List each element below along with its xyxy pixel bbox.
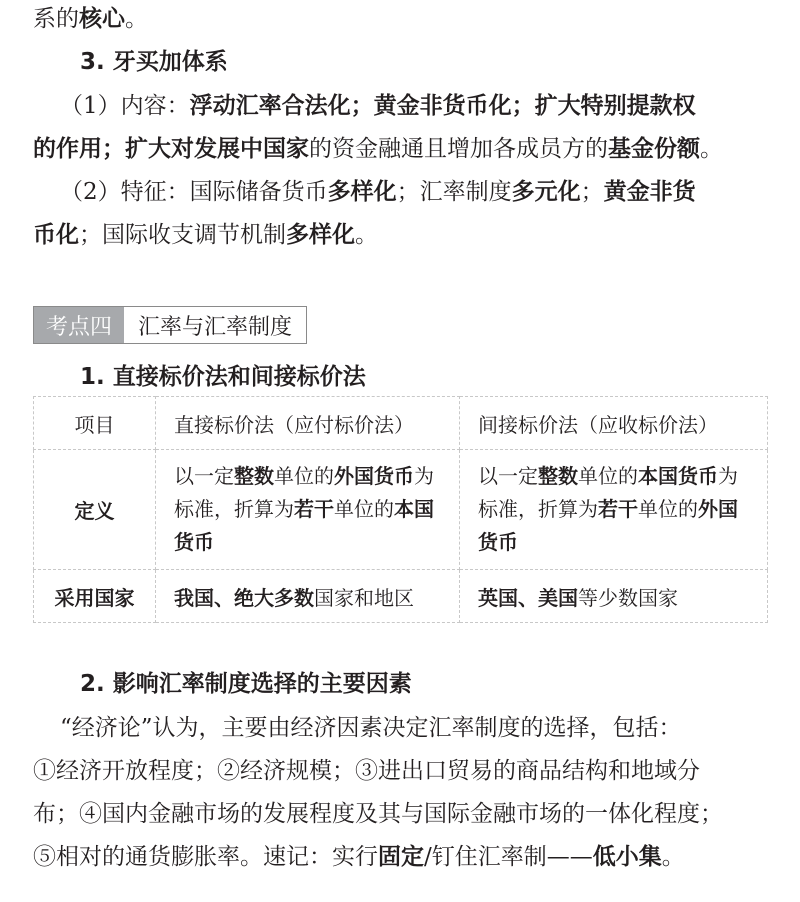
text: 单位的 [334, 497, 394, 521]
emphasis-text: 我国、绝大多数 [174, 585, 314, 610]
text: 为标准，折算为 [174, 464, 434, 521]
emphasis-text: 外国货币 [334, 464, 414, 488]
emphasis-text: 本国货币 [638, 464, 718, 488]
emphasis-text: 固定 [378, 844, 424, 870]
text: 。 [125, 6, 148, 32]
paragraph-continuation [33, 8, 148, 31]
emphasis-text: 币化 [33, 222, 79, 248]
cell-direct-definition [156, 450, 460, 570]
emphasis-text: 整数 [234, 464, 274, 488]
factors-line-4 [33, 846, 685, 869]
topic-banner [33, 306, 307, 344]
text: 以一定 [478, 464, 538, 488]
text: ；国际收支调节机制 [79, 222, 286, 248]
emphasis-text: 若干 [598, 497, 638, 521]
column-header-direct: 直接标价法（应付标价法） [156, 397, 460, 450]
emphasis-text: 若干 [294, 497, 334, 521]
topic-tag: 考点四 [34, 307, 124, 343]
column-header-item: 项目 [34, 397, 156, 450]
emphasis-text: 外国货币 [478, 497, 738, 554]
table-header-row [34, 397, 768, 450]
text: 为标准，折算为 [478, 464, 738, 521]
cell-indirect-countries [460, 570, 768, 623]
topic-title: 汇率与汇率制度 [124, 307, 306, 343]
row-label-countries: 采用国家 [34, 570, 156, 623]
factors-line-3: 布；④国内金融市场的发展程度及其与国际金融市场的一体化程度； [33, 801, 723, 827]
cell-indirect-definition [460, 450, 768, 570]
content-line-2 [33, 138, 723, 161]
emphasis-text: 多样化 [327, 179, 397, 205]
emphasis-text: 本国货币 [174, 497, 434, 554]
emphasis-text: 英国、美国 [478, 585, 578, 610]
feature-line-2 [33, 224, 378, 247]
emphasis-text: 多元化 [511, 179, 581, 205]
row-label-definition: 定义 [34, 450, 156, 570]
text: /钉住汇率制—— [424, 844, 593, 870]
text: 单位的 [274, 464, 334, 488]
emphasis-text: 多样化 [286, 222, 355, 248]
emphasis-text: 基金份额 [608, 136, 700, 162]
section-heading-influencing-factors: 2. 影响汇率制度选择的主要因素 [80, 671, 412, 697]
text: 国家和地区 [314, 585, 414, 610]
cell-direct-countries [156, 570, 460, 623]
text: 的资金融通且增加各成员方的 [309, 136, 608, 162]
feature-line-1 [60, 181, 696, 204]
emphasis-text: 浮动汇率合法化；黄金非货币化；扩大特别提款权 [189, 93, 696, 119]
text: 以一定 [174, 464, 234, 488]
text: ；汇率制度 [396, 179, 512, 205]
emphasis-text: 黄金非货 [603, 179, 696, 205]
text: 。 [355, 222, 378, 248]
text: 。 [661, 844, 685, 870]
table-row-definition [34, 450, 768, 570]
text: 等少数国家 [578, 585, 678, 610]
emphasis-text: 整数 [538, 464, 578, 488]
text: （1）内容： [60, 93, 190, 119]
text: （2）特征：国际储备货币 [60, 179, 328, 205]
text: 单位的 [578, 464, 638, 488]
text: 单位的 [638, 497, 698, 521]
factors-line-2: ①经济开放程度；②经济规模；③进出口贸易的商品结构和地域分 [33, 758, 700, 784]
factors-line-1: “经济论”认为，主要由经济因素决定汇率制度的选择，包括： [60, 715, 682, 741]
content-line-1 [60, 95, 696, 118]
text: 系的 [33, 6, 79, 32]
text: ； [580, 179, 604, 205]
emphasis-text: 的作用；扩大对发展中国家 [33, 136, 309, 162]
text: 。 [700, 136, 723, 162]
emphasis-text: 低小集 [592, 844, 662, 870]
section-heading-jamaica-system: 3. 牙买加体系 [80, 49, 228, 75]
column-header-indirect: 间接标价法（应收标价法） [460, 397, 768, 450]
emphasis-text: 核心 [79, 6, 125, 32]
section-heading-quotation-methods: 1. 直接标价法和间接标价法 [80, 364, 366, 390]
table-row-countries [34, 570, 768, 623]
text: ⑤相对的通货膨胀率。速记：实行 [33, 844, 378, 870]
comparison-table [33, 396, 768, 623]
